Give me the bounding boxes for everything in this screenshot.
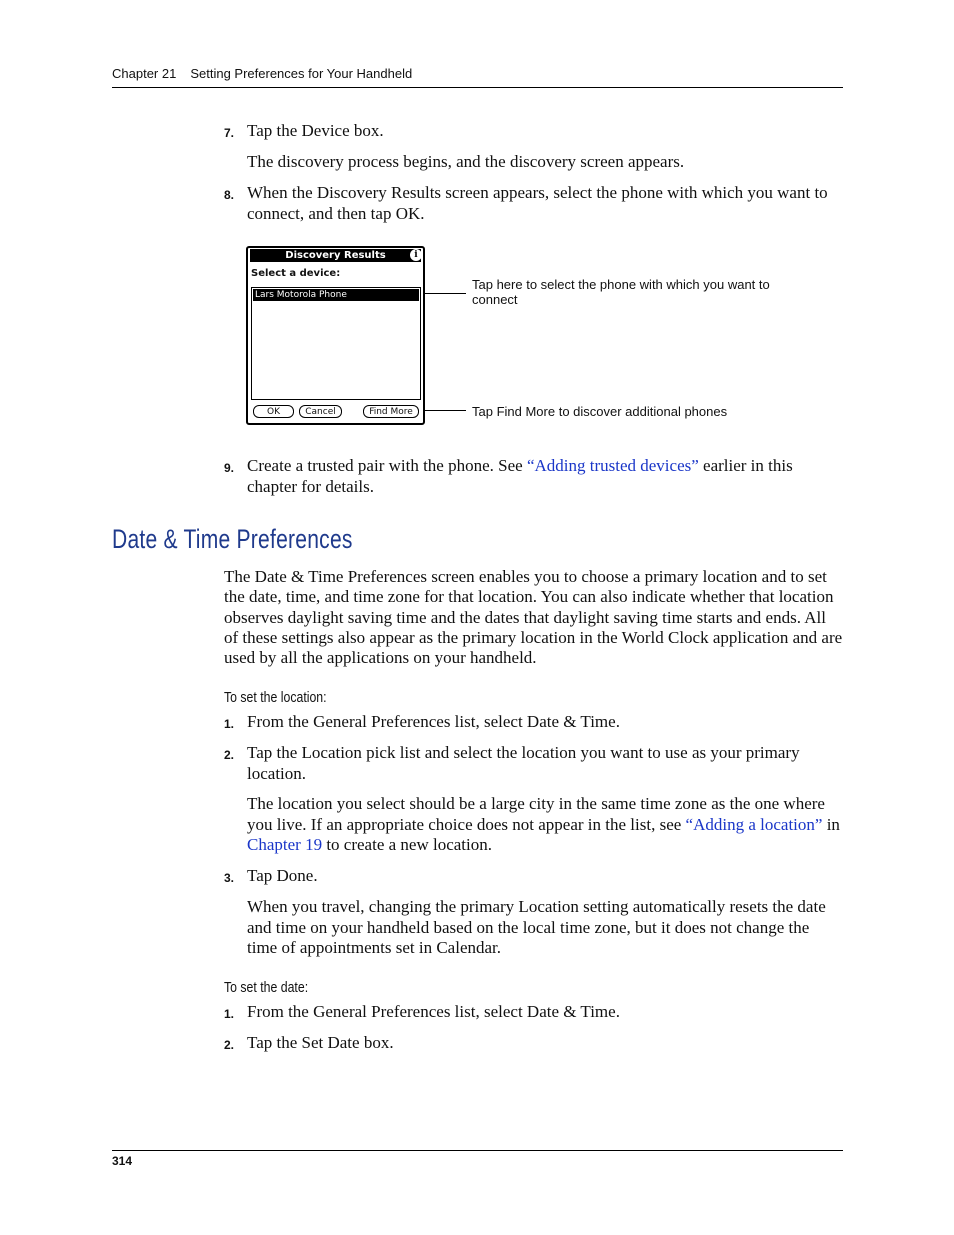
location-step-1 <box>224 712 842 733</box>
step-text: Tap the Device box. <box>247 121 384 140</box>
location-heading: To set the location: <box>224 689 327 706</box>
step-number: 3. <box>224 871 235 885</box>
step-text: When the Discovery Results screen appears, select the phone with which you want to connect, and then tap OK. <box>247 183 828 223</box>
running-header <box>112 66 412 81</box>
page-number: 314 <box>112 1154 133 1168</box>
info-icon[interactable]: i <box>410 249 422 261</box>
callout-line-find-more <box>425 410 466 411</box>
footer-rule <box>112 1150 843 1151</box>
callout-select-phone: Tap here to select the phone with which you want to connect <box>472 277 770 307</box>
travel-note: When you travel, changing the primary Location setting automatically resets the date and time on your handheld based on the local time zone, but it does not change the time of appointments set in Calendar. <box>247 897 826 957</box>
discovery-note: The discovery process begins, and the discovery screen appears. <box>247 152 685 171</box>
callout-line-select <box>425 293 466 294</box>
note-text-after: to create a new location. <box>322 835 492 854</box>
adding-a-location-link[interactable]: “Adding a location” <box>685 814 823 834</box>
location-step-2 <box>224 743 842 784</box>
step-number: 2. <box>224 748 235 762</box>
step-number: 1. <box>224 1007 235 1021</box>
header-rule <box>112 87 843 88</box>
step-text-after: earlier in this chapter for details. <box>247 456 793 496</box>
step-text: From the General Preferences list, select Date & Time. <box>247 1002 620 1021</box>
date-step-2 <box>224 1033 842 1054</box>
find-more-button[interactable]: Find More <box>363 405 419 418</box>
callout-find-more: Tap Find More to discover additional phones <box>472 404 728 419</box>
step-text-before: Create a trusted pair with the phone. See <box>247 456 527 475</box>
note-text-mid: in <box>822 814 840 834</box>
step-7 <box>224 121 842 142</box>
step-text: From the General Preferences list, select Date & Time. <box>247 712 620 731</box>
chapter-label: Chapter 21 <box>112 66 177 81</box>
step-text <box>247 456 842 497</box>
step-number: 1. <box>224 717 235 731</box>
step-8 <box>224 183 842 224</box>
step-number: 2. <box>224 1038 235 1052</box>
chapter-19-link[interactable]: Chapter 19 <box>247 835 323 854</box>
step-text: Tap Done. <box>247 866 318 885</box>
chapter-title: Setting Preferences for Your Handheld <box>190 66 413 81</box>
discovery-results-screenshot <box>246 246 425 425</box>
step-number: 9. <box>224 461 235 475</box>
screen-title: Discovery Results <box>285 250 386 261</box>
section-title: Date & Time Preferences <box>112 524 353 554</box>
step-text: Tap the Set Date box. <box>247 1033 394 1052</box>
device-list[interactable] <box>251 287 421 400</box>
cancel-button[interactable]: Cancel <box>299 405 342 418</box>
step-9 <box>224 456 842 497</box>
date-heading: To set the date: <box>224 979 309 996</box>
step-number: 8. <box>224 188 235 202</box>
date-step-1 <box>224 1002 842 1023</box>
step-number: 7. <box>224 126 235 140</box>
device-list-item[interactable]: Lars Motorola Phone <box>253 289 419 301</box>
adding-trusted-devices-link[interactable]: “Adding trusted devices” <box>526 456 699 475</box>
step-text: Tap the Location pick list and select the location you want to use as your primary location. <box>247 743 800 783</box>
note-text-before: The location you select should be a large city in the same time zone as the one where you live. If an appropriate choice does not appear in the list, see <box>247 794 825 834</box>
screen-title-bar <box>250 249 421 262</box>
location-note <box>247 794 843 856</box>
ok-button[interactable]: OK <box>253 405 294 418</box>
location-step-3 <box>224 866 842 887</box>
select-device-label: Select a device: <box>251 268 341 279</box>
section-intro: The Date & Time Preferences screen enables you to choose a primary location and to set the date, time, and time zone for that location. You can also indicate whether that location observes daylight saving time and the dates that daylight saving time starts and ends. All of these settings also appear as the primary location in the World Clock application and are used by all the applications on your handheld. <box>224 567 843 668</box>
